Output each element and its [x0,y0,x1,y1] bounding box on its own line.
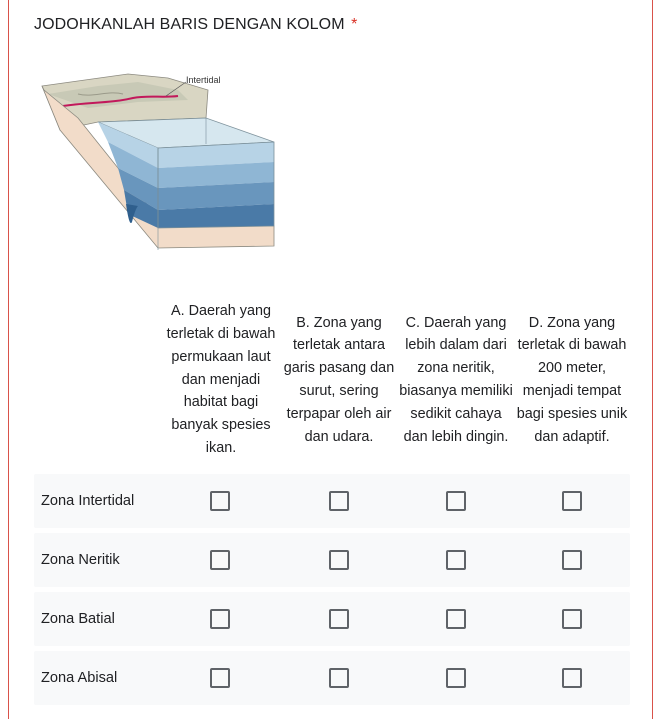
column-header-d: D. Zona yang terletak di bawah 200 meter, menjadi tempat bagi spesies unik dan adaptif. [516,314,628,445]
required-asterisk: * [351,16,358,33]
column-header-c: C. Daerah yang lebih dalam dari zona neritik, biasanya memiliki sedikit cahaya dan lebih dingin. [399,314,513,445]
ocean-zone-diagram [38,68,280,258]
checkbox-intertidal-a[interactable] [210,491,230,511]
row-label: Zona Abisal [41,670,118,686]
checkbox-neritik-d[interactable] [562,550,582,570]
row-label: Zona Neritik [41,552,120,568]
checkbox-batial-a[interactable] [210,609,230,629]
column-header-b: B. Zona yang terletak antara garis pasang dan surut, sering terpapar oleh air dan udara. [283,314,395,445]
checkbox-intertidal-b[interactable] [329,491,349,511]
checkbox-intertidal-c[interactable] [446,491,466,511]
checkbox-abisal-b[interactable] [329,668,349,688]
grid-row-batial [34,592,630,646]
checkbox-neritik-a[interactable] [210,550,230,570]
checkbox-batial-c[interactable] [446,609,466,629]
question-title-text: JODOHKANLAH BARIS DENGAN KOLOM [34,16,345,33]
row-label: Zona Intertidal [41,493,135,509]
question-title [34,16,358,34]
checkbox-batial-d[interactable] [562,609,582,629]
checkbox-abisal-d[interactable] [562,668,582,688]
diagram-label-intertidal: Intertidal [186,75,221,85]
checkbox-abisal-a[interactable] [210,668,230,688]
checkbox-intertidal-d[interactable] [562,491,582,511]
grid-row-abisal [34,651,630,705]
column-header-a: A. Daerah yang terletak di bawah permukaan laut dan menjadi habitat bagi banyak spesies ikan. [166,303,276,456]
checkbox-neritik-b[interactable] [329,550,349,570]
grid-row-neritik [34,533,630,587]
row-label: Zona Batial [41,611,115,627]
checkbox-abisal-c[interactable] [446,668,466,688]
grid-row-intertidal [34,474,630,528]
checkbox-neritik-c[interactable] [446,550,466,570]
column-headers [160,287,630,473]
checkbox-batial-b[interactable] [329,609,349,629]
